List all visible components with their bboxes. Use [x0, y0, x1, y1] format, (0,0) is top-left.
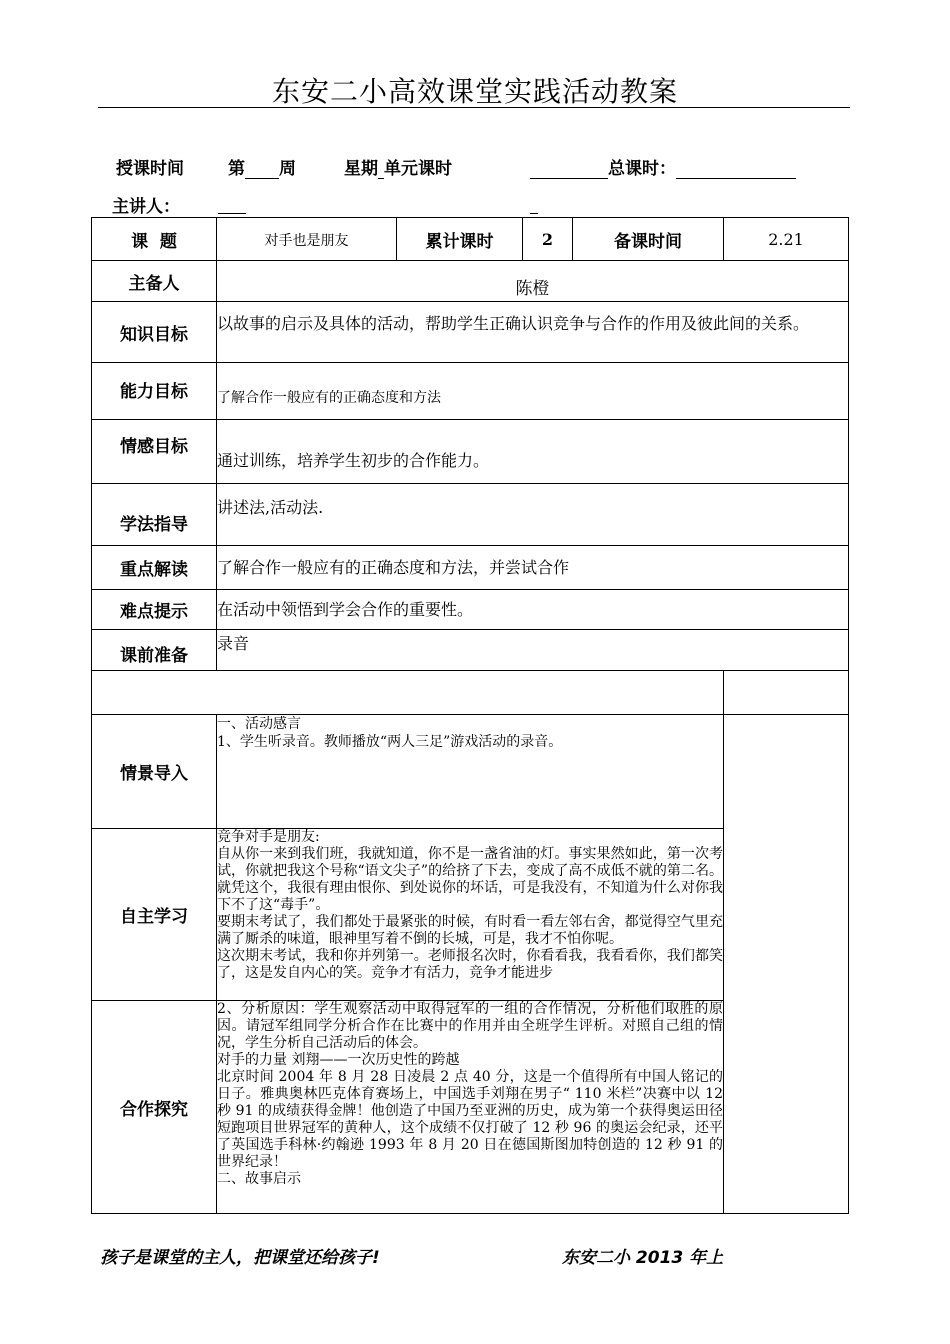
self-study-text: 竞争对手是朋友: 自从你一来到我们班，我就知道，你不是一盏省油的灯。事实果然如此，第一次考试，你就把我这个号称“语文尖子”的给挤了下去，变成了高不成低不就的第二名。就凭这个，我很有理由恨你、到处说你的坏话，可是我没有，不知道为什么对你我下不了这“毒手”。 要期末考试了，我们都处于最紧张的时候，有时看一看左邻右舍，都觉得空气里充满了厮杀的味道，眼神里写着不倒的长城，可是，我才不怕你呢。 这次期末考试，我和你并列第一。老师报名次时，你看看我，我看看你，我们都笑了，这是发自内心的笑。竞争才有活力，竞争才能进步	[217, 829, 723, 981]
footer-slogan: 孩子是课堂的主人，把课堂还给孩子!	[100, 1248, 380, 1268]
knowledge-goal-value: 以故事的启示及具体的活动，帮助学生正确认识竞争与合作的作用及彼此间的关系。	[217, 302, 849, 363]
blank-row-main	[92, 671, 724, 715]
self-study-label: 自主学习	[92, 829, 217, 1001]
preparer-label: 主备人	[92, 261, 217, 302]
week-blank	[245, 160, 279, 179]
cumulative-hours-value: 2	[523, 218, 573, 261]
key-point-label: 重点解读	[92, 546, 217, 590]
teaching-time-label: 授课时间	[116, 159, 184, 179]
footer-school: 东安二小 2013 年上	[562, 1248, 724, 1268]
preparer-value: 陈橙	[217, 261, 849, 302]
speaker-label: 主讲人：	[112, 197, 180, 217]
prep-time-value: 2.21	[724, 218, 849, 261]
unit-hours-blank	[530, 160, 608, 179]
notes-column	[724, 715, 849, 1214]
ability-goal-label: 能力目标	[92, 363, 217, 420]
method-guide-value: 讲述法,活动法.	[217, 484, 849, 546]
scenario-intro-content	[217, 715, 724, 829]
week-field	[228, 154, 296, 179]
week-prefix: 第	[228, 159, 245, 179]
topic-value: 对手也是朋友	[217, 218, 397, 261]
cooperative-inquiry-content	[217, 1001, 724, 1214]
emotion-goal-label: 情感目标	[92, 420, 217, 484]
method-guide-label: 学法指导	[92, 484, 217, 546]
speaker-blank-2	[530, 194, 538, 214]
week-suffix: 周	[279, 159, 296, 179]
title-underline	[98, 107, 850, 108]
cooperative-inquiry-text: 2、分析原因：学生观察活动中取得冠军的一组的合作情况，分析他们取胜的原因。请冠军组同学分析合作在比赛中的作用并由全班学生评析。对照自己组的情况，学生分析自己活动后的体会。 对手的力量 刘翔——一次历史性的跨越 北京时间 2004 年 8 月 28 日凌晨 2 点 40 分，这是一个值得所有中国人铭记的日子。雅典奥林匹克体育赛场上，中国选手刘翔在男子“ 110 米栏”决赛中以 12 秒 91 的成绩获得金牌！他创造了中国乃至亚洲的历史，成为第一个获得奥运田径短跑项目世界冠军的黄种人，这个成绩不仅打破了 12 秒 96 的奥运会纪录，还平了英国选手科林·约翰逊 1993 年 8 月 20 日在德国斯图加特创造的 12 秒 91 的世界纪录！ 二、故事启示	[217, 1001, 723, 1187]
intro-line-2: 1、学生听录音。教师播放“两人三足”游戏活动的录音。	[217, 734, 563, 750]
weekday-label: 星期	[344, 159, 378, 179]
difficulty-value: 在活动中领悟到学会合作的重要性。	[217, 590, 849, 630]
prep-label: 课前准备	[92, 630, 217, 671]
unit-hours-label: 单元课时	[384, 159, 452, 179]
difficulty-label: 难点提示	[92, 590, 217, 630]
weekday-unit-field	[344, 154, 452, 179]
key-point-value: 了解合作一般应有的正确态度和方法，并尝试合作	[217, 546, 849, 590]
self-study-content	[217, 829, 724, 1001]
prep-value: 录音	[217, 630, 849, 671]
total-hours-label: 总课时：	[608, 159, 676, 179]
blank-row-side	[724, 671, 849, 715]
intro-line-1: 一、活动感言	[217, 716, 301, 732]
topic-label: 课 题	[92, 218, 217, 261]
document-title: 东安二小高效课堂实践活动教案	[271, 75, 678, 108]
cumulative-hours-label: 累计课时	[397, 218, 523, 261]
knowledge-goal-label: 知识目标	[92, 302, 217, 363]
total-hours-field	[530, 154, 796, 179]
speaker-blank	[218, 194, 246, 214]
prep-time-label: 备课时间	[573, 218, 724, 261]
ability-goal-value: 了解合作一般应有的正确态度和方法	[217, 363, 849, 420]
total-hours-blank	[676, 160, 796, 179]
scenario-intro-label: 情景导入	[92, 715, 217, 829]
cooperative-inquiry-label: 合作探究	[92, 1001, 217, 1214]
emotion-goal-value: 通过训练，培养学生初步的合作能力。	[217, 420, 849, 484]
lesson-plan-table	[91, 217, 849, 1214]
